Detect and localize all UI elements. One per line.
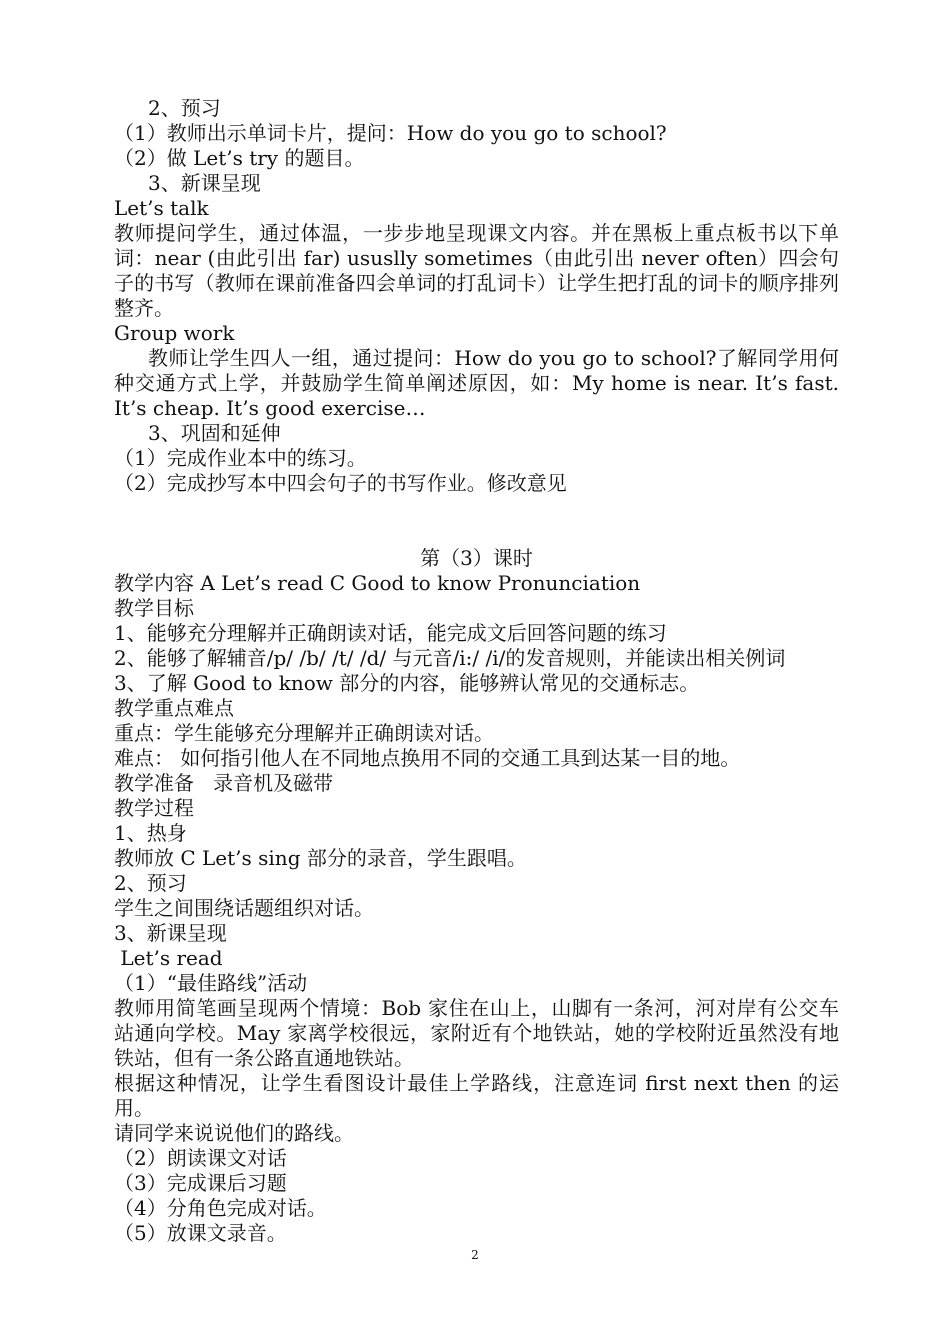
document-body xyxy=(114,96,839,1246)
paragraph-group-work: 教师让学生四人一组，通过提问：How do you go to school?了解同学用何种交通方式上学，并鼓励学生简单阐述原因，如：My home is near. It’s fast. It’s cheap. It’s good exercise… xyxy=(114,346,839,420)
section-heading-preview: 2、预习 xyxy=(148,96,221,120)
text-line: （2）做 Let’s try 的题目。 xyxy=(114,146,365,170)
text-line: 2、能够了解辅音/p/ /b/ /t/ /d/ 与元音/i:/ /i/的发音规则，并能读出相关例词 xyxy=(114,646,786,670)
text-line: （2）完成抄写本中四会句子的书写作业。修改意见 xyxy=(114,471,567,495)
text-line: 教学目标 xyxy=(114,596,194,620)
text-line: 教学过程 xyxy=(114,796,194,820)
text-line: （1）教师出示单词卡片，提问：How do you go to school? xyxy=(114,121,667,145)
text-line: （2）朗读课文对话 xyxy=(114,1146,287,1170)
text-line: （4）分角色完成对话。 xyxy=(114,1196,327,1220)
paragraph-route-design: 根据这种情况，让学生看图设计最佳上学路线，注意连词 first next then 的运用。 xyxy=(114,1071,839,1120)
text-line: 3、了解 Good to know 部分的内容，能够辨认常见的交通标志。 xyxy=(114,671,700,695)
subheading-lets-read: Let’s read xyxy=(114,946,223,970)
text-line: 请同学来说说他们的路线。 xyxy=(114,1121,354,1145)
section-heading-consolidate: 3、巩固和延伸 xyxy=(148,421,281,445)
text-line: 教师放 C Let’s sing 部分的录音，学生跟唱。 xyxy=(114,846,527,870)
text-line: （5）放课文录音。 xyxy=(114,1221,287,1245)
text-line: 教学重点难点 xyxy=(114,696,234,720)
paragraph-best-route: 教师用简笔画呈现两个情境：Bob 家住在山上，山脚有一条河，河对岸有公交车站通向学校。May 家离学校很远，家附近有个地铁站，她的学校附近虽然没有地铁站，但有一条公路直通地铁站。 xyxy=(114,996,839,1070)
paragraph-talk: 教师提问学生，通过体温，一步步地呈现课文内容。并在黑板上重点板书以下单词：near (由此引出 far) ususlly sometimes（由此引出 never often）四会句子的书写（教师在课前准备四会单词的打乱词卡）让学生把打乱的词卡的顺序排列整齐。 xyxy=(114,221,839,320)
text-line: 学生之间围绕话题组织对话。 xyxy=(114,896,374,920)
page-number: 2 xyxy=(471,1248,479,1262)
text-line: 2、预习 xyxy=(114,871,187,895)
text-line: 1、能够充分理解并正确朗读对话，能完成文后回答问题的练习 xyxy=(114,621,667,645)
text-line: 重点：学生能够充分理解并正确朗读对话。 xyxy=(114,721,494,745)
text-line: （3）完成课后习题 xyxy=(114,1171,287,1195)
lesson-title: 第（3）课时 xyxy=(420,546,533,570)
text-line: 3、新课呈现 xyxy=(114,921,227,945)
text-line: 1、热身 xyxy=(114,821,187,845)
text-line: （1）完成作业本中的练习。 xyxy=(114,446,367,470)
text-line: 教学准备 录音机及磁带 xyxy=(114,771,334,795)
text-line: （1）“最佳路线”活动 xyxy=(114,971,308,995)
spacer xyxy=(114,496,839,546)
subheading-lets-talk: Let’s talk xyxy=(114,196,209,220)
section-heading-new-lesson: 3、新课呈现 xyxy=(148,171,261,195)
text-line: 教学内容 A Let’s read C Good to know Pronunciation xyxy=(114,571,641,595)
subheading-group-work: Group work xyxy=(114,321,235,345)
text-line: 难点： 如何指引他人在不同地点换用不同的交通工具到达某一目的地。 xyxy=(114,746,741,770)
